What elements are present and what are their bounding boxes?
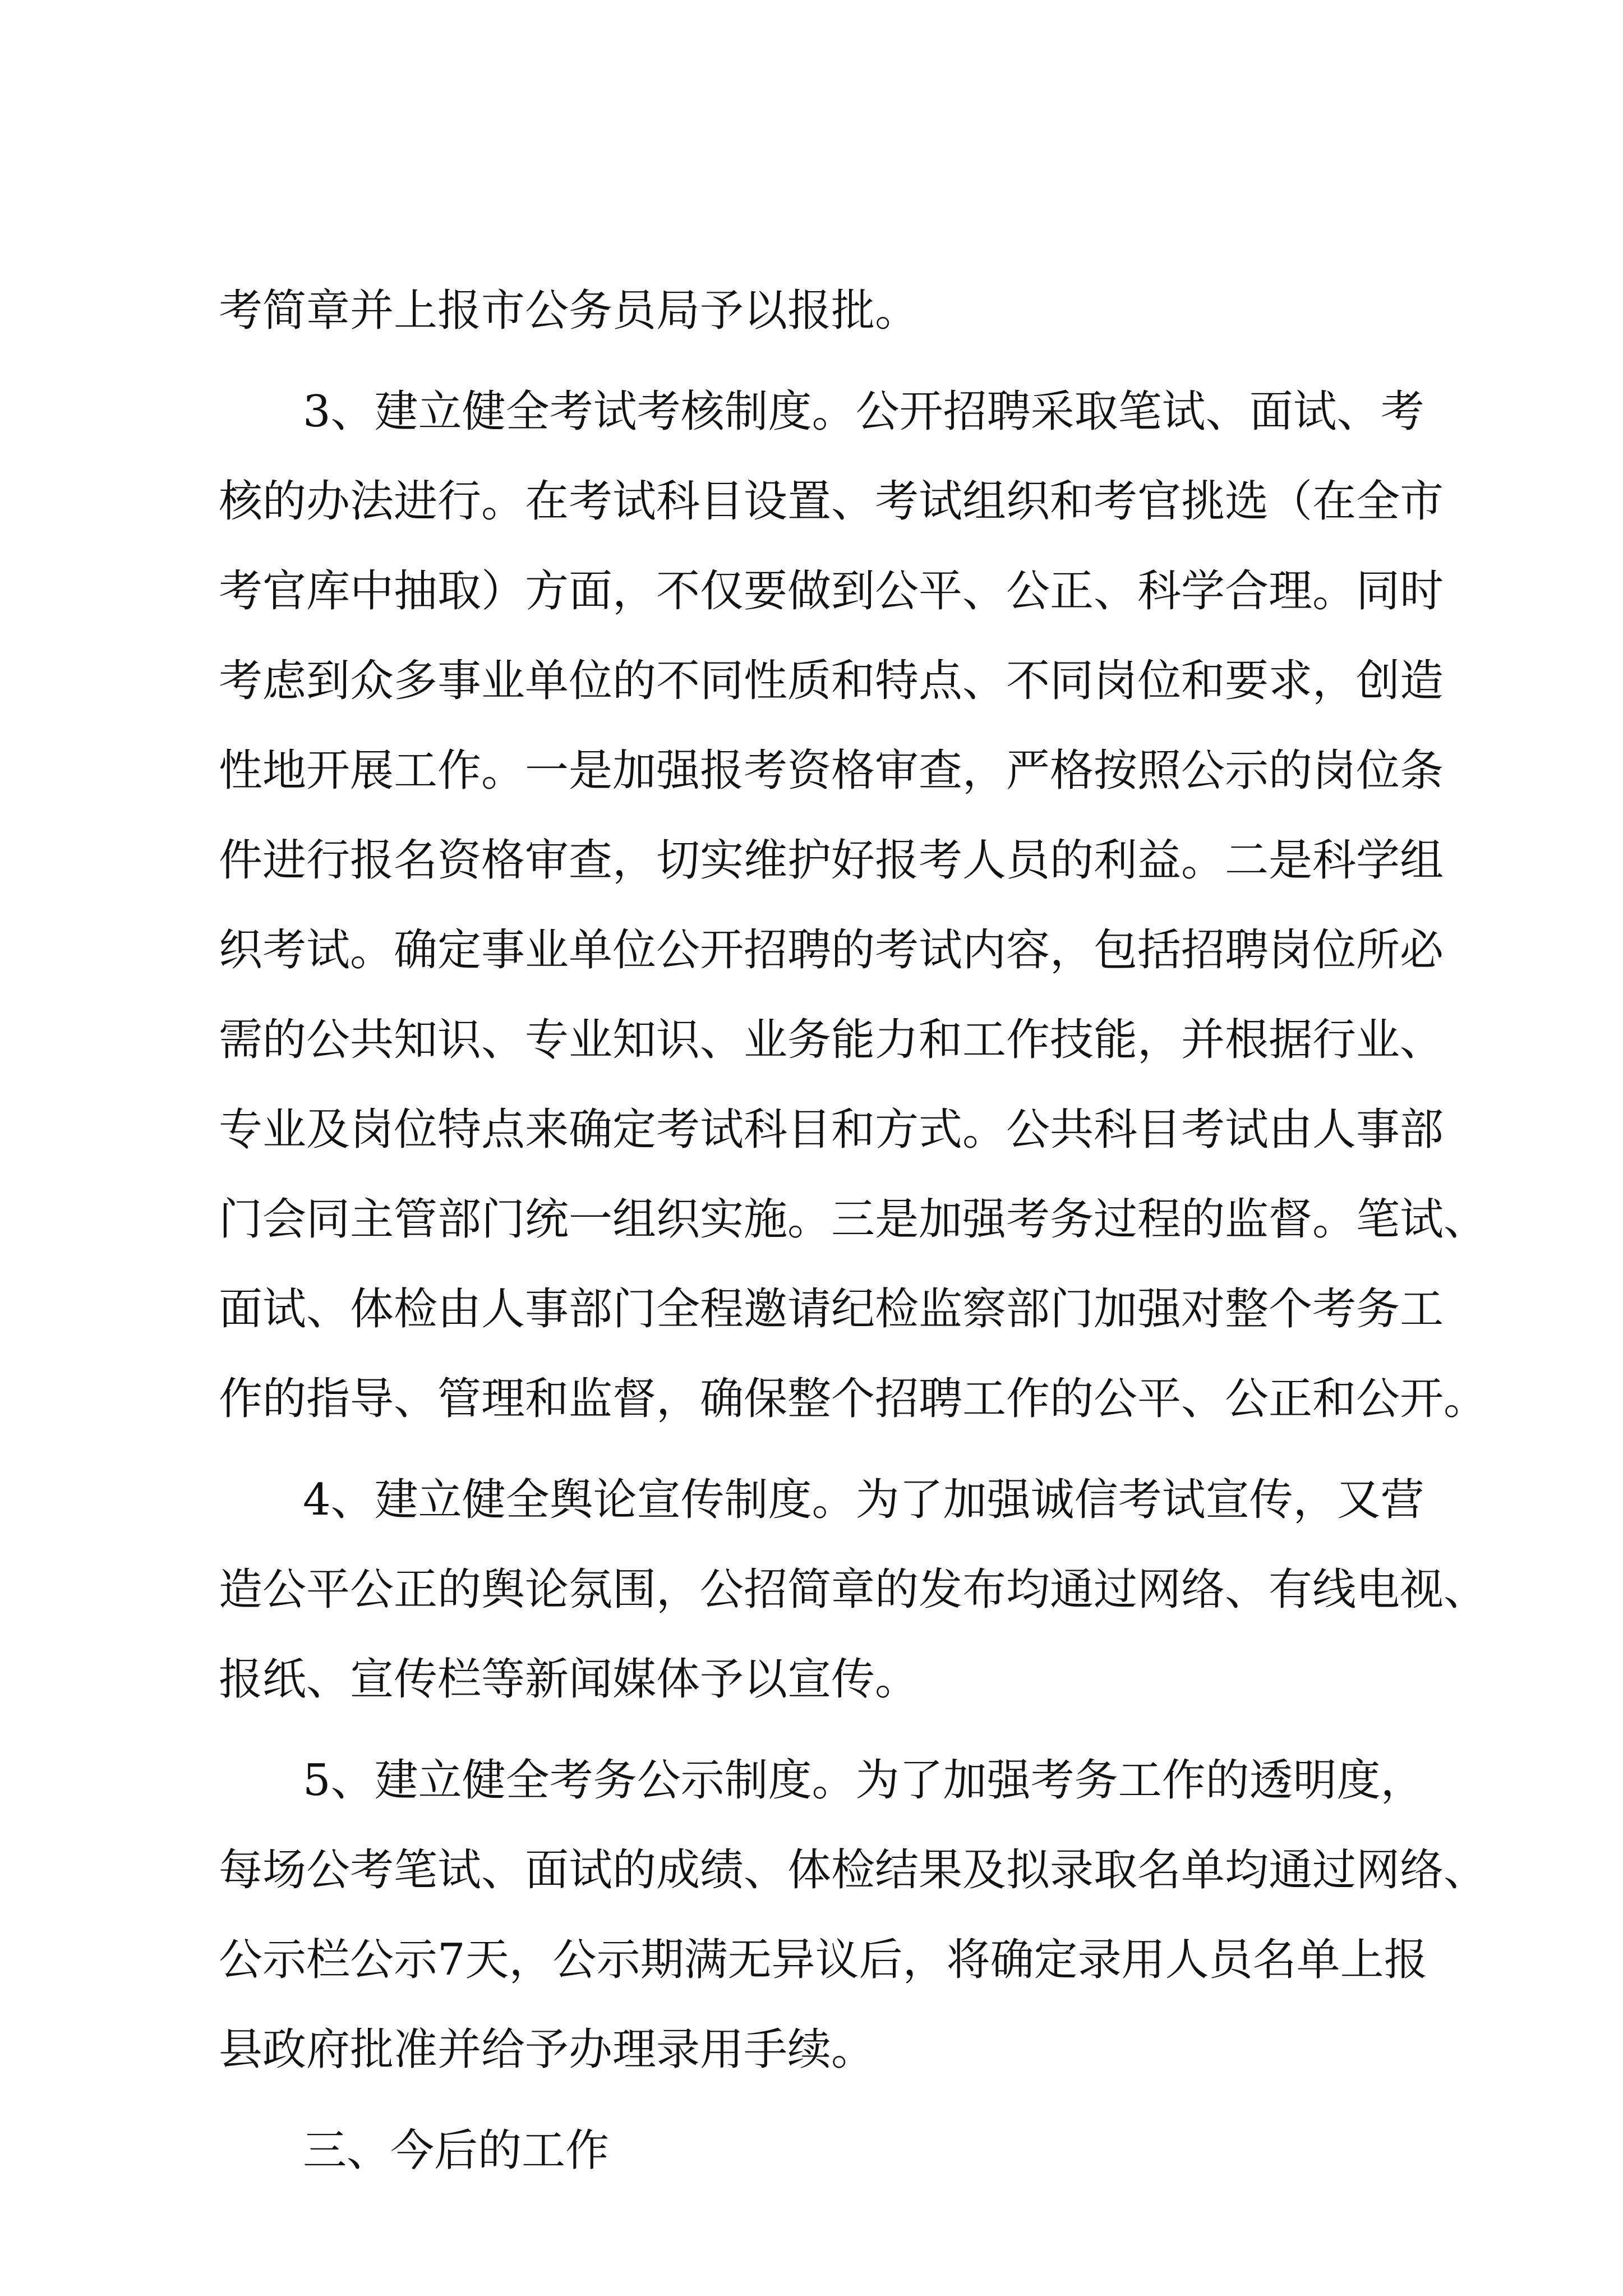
text-line: 作的指导、管理和监督，确保整个招聘工作的公平、公正和公开。: [219, 1374, 1488, 1424]
text-line: 门会同主管部门统一组织实施。三是加强考务过程的监督。笔试、: [219, 1194, 1488, 1245]
text-line: 专业及岗位特点来确定考试科目和方式。公共科目考试由人事部: [219, 1105, 1444, 1155]
text-line: 县政府批准并给予办理录用手续。: [219, 2024, 875, 2075]
paragraph-5-heading-line: 5、建立健全考务公示制度。为了加强考务工作的透明度，: [303, 1755, 1424, 1806]
text-line: 公示栏公示7天，公示期满无异议后，将确定录用人员名单上报: [219, 1935, 1428, 1985]
text-line: 报纸、宣传栏等新闻媒体予以宣传。: [219, 1654, 919, 1705]
text-line: 考虑到众多事业单位的不同性质和特点、不同岗位和要求，创造: [219, 656, 1444, 706]
text-line: 考简章并上报市公务员局予以报批。: [219, 286, 919, 336]
text-line: 性地开展工作。一是加强报考资格审查，严格按照公示的岗位条: [219, 746, 1444, 796]
section-heading: 三、今后的工作: [303, 2125, 610, 2176]
text-line: 每场公考笔试、面试的成绩、体检结果及拟录取名单均通过网络、: [219, 1845, 1488, 1895]
text-line: 需的公共知识、专业知识、业务能力和工作技能，并根据行业、: [219, 1015, 1444, 1065]
text-line: 件进行报名资格审查，切实维护好报考人员的利益。二是科学组: [219, 835, 1444, 886]
text-line: 面试、体检由人事部门全程邀请纪检监察部门加强对整个考务工: [219, 1284, 1444, 1335]
text-line: 织考试。确定事业单位公开招聘的考试内容，包括招聘岗位所必: [219, 925, 1444, 976]
text-line: 核的办法进行。在考试科目设置、考试组织和考官挑选（在全市: [219, 476, 1444, 527]
paragraph-3-heading-line: 3、建立健全考试考核制度。公开招聘采取笔试、面试、考: [303, 386, 1424, 437]
text-line: 造公平公正的舆论氛围，公招简章的发布均通过网络、有线电视、: [219, 1565, 1488, 1615]
text-line: 考官库中抽取）方面，不仅要做到公平、公正、科学合理。同时: [219, 566, 1444, 616]
paragraph-4-heading-line: 4、建立健全舆论宣传制度。为了加强诚信考试宣传，又营: [303, 1475, 1424, 1525]
